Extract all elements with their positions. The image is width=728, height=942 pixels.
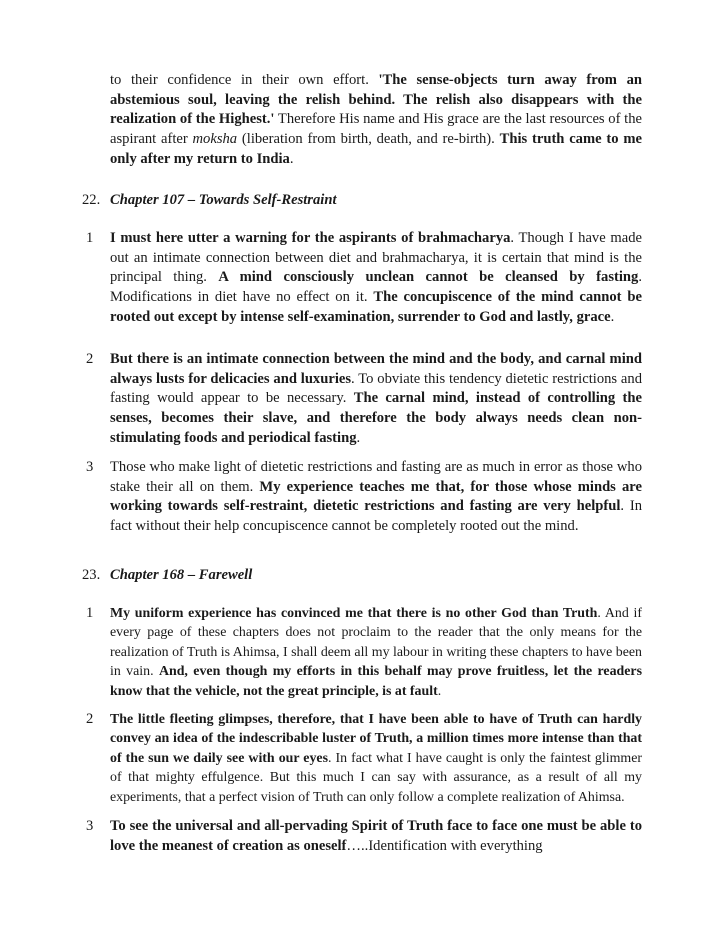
s22-i1-bold-2: A mind consciously unclean cannot be cleansed by fasting [218, 269, 639, 286]
section-23-heading: Chapter 168 – Farewell [110, 567, 253, 583]
intro-bold-2: This truth came to me only after my return to India [110, 131, 642, 167]
s23-i1-text-1: . And if every page of these chapters does not proclaim to the reader that the only means for the realization of Truth is Ahimsa, I shall deem all my labour in writing these chapters to have been in vain. [110, 606, 642, 680]
s22-i1-text-2: . Modifications in diet have no effect on it. [110, 269, 642, 306]
s22-i2-bold-2: The carnal mind, instead of controlling the senses, becomes their slave, and therefore the body always needs clean non-stimulating foods and periodical fasting [110, 390, 642, 446]
section-22-heading: Chapter 107 – Towards Self-Restraint [110, 192, 337, 208]
section-23-number: 23. [82, 567, 101, 583]
s23-i1-text-2: . [437, 683, 442, 699]
s22-i2-text-1: . To obviate this tendency dietetic restrictions and fasting would appear to be necessary. [110, 370, 642, 407]
intro-paragraph [110, 71, 642, 170]
s22-i3-bold-1: My experience teaches me that, for those whose minds are working towards self-restraint, dietetic restrictions and fasting are very helpful [110, 478, 642, 515]
intro-text-3: (liberation from birth, death, and re-birth). [237, 131, 500, 148]
section-23-item-3-text [110, 817, 642, 856]
s23-i2-bold-1: The little fleeting glimpses, therefore, that I have been able to have of Truth can hardly convey an idea of the indescribable luster of Truth, a million times more intense than that of the sun we daily see with our eyes [110, 712, 642, 766]
section-22-item-2-number: 2 [86, 351, 94, 367]
s23-i3-bold-1: To see the universal and all-pervading Spirit of Truth face to face one must be able to love the meanest of creation as oneself [110, 818, 642, 854]
s23-i1-bold-2: And, even though my efforts in this behalf may prove fruitless, let the readers know that the vehicle, not the great principle, is at fault [110, 664, 642, 699]
s22-i1-bold-1: I must here utter a warning for the aspirants of brahmacharya [110, 230, 511, 246]
s23-i2-text-1: . In fact what I have caught is only the faintest glimmer of that mighty effulgence. But this much I can say with assurance, as a result of all my experiments, that a perfect vision of Truth can only follow a complete realization of Ahimsa. [110, 750, 642, 805]
section-23-item-1-text [110, 604, 642, 701]
s22-i2-text-2: . [356, 429, 361, 446]
section-22-number: 22. [82, 192, 101, 208]
s22-i3-text-1: Those who make light of dietetic restrictions and fasting are as much in error as those who stake their all on them. [110, 459, 642, 495]
intro-italic-moksha: moksha [192, 131, 238, 148]
section-23-item-2-text [110, 710, 642, 807]
intro-text-1: to their confidence in their own effort. [110, 72, 379, 88]
s22-i2-bold-1: But there is an intimate connection between the mind and the body, and carnal mind always lusts for delicacies and luxuries [110, 351, 642, 387]
s22-i1-bold-3: The concupiscence of the mind cannot be rooted out except by intense self-examination, surrender to God and lastly, grace [110, 289, 642, 325]
section-23-item-3-number: 3 [86, 818, 94, 834]
section-22-item-1-number: 1 [86, 230, 94, 246]
s22-i1-text-3: . [610, 308, 615, 325]
section-22-item-3-number: 3 [86, 459, 94, 475]
section-23-item-2-number: 2 [86, 711, 94, 727]
s22-i1-text-1: . Though I have made out an intimate connection between diet and brahmacharya, it is certain that mind is the principal thing. [110, 230, 642, 286]
section-23-item-1-number: 1 [86, 605, 94, 621]
s23-i3-text-1: …..Identification with everything [346, 837, 543, 854]
section-22-item-3-text [110, 458, 642, 537]
intro-text-4: . [289, 150, 294, 167]
s23-i1-bold-1: My uniform experience has convinced me that there is no other God than Truth [110, 606, 598, 621]
section-22-item-2-text [110, 350, 642, 449]
intro-bold-1: 'The sense-objects turn away from an abstemious soul, leaving the relish behind. The relish also disappears with the realization of the Highest.' [110, 72, 642, 128]
section-22-item-1-text [110, 229, 642, 328]
s22-i3-text-2: . In fact without their help concupiscence cannot be completely rooted out the mind. [110, 498, 642, 535]
intro-text-2: Therefore His name and His grace are the last resources of the aspirant after [110, 111, 642, 148]
